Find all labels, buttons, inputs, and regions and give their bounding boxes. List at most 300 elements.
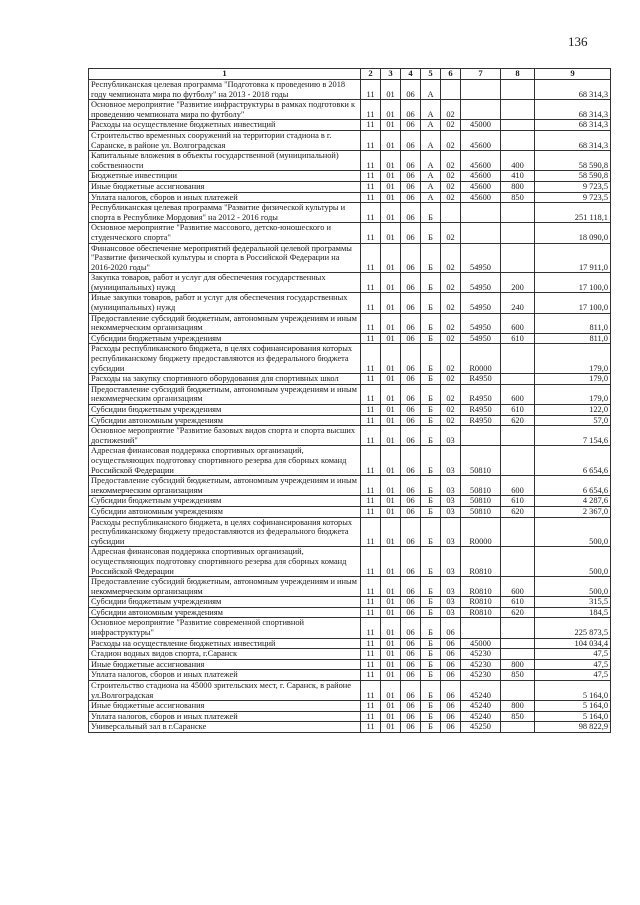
- cell-code-2: 11: [361, 659, 381, 670]
- cell-code-7: 45600: [461, 192, 501, 203]
- cell-code-3: 01: [381, 203, 401, 223]
- cell-code-7: 50810: [461, 506, 501, 517]
- cell-code-5: А: [421, 100, 441, 120]
- table-row: [89, 333, 611, 344]
- cell-code-4: 06: [401, 100, 421, 120]
- cell-code-4: 06: [401, 649, 421, 660]
- cell-code-4: 06: [401, 293, 421, 313]
- cell-code-5: Б: [421, 384, 441, 404]
- row-description: Строительство временных сооружений на территории стадиона в г. Саранске, в районе ул. Волгоградская: [89, 130, 361, 150]
- cell-code-4: 06: [401, 547, 421, 577]
- cell-code-4: 06: [401, 243, 421, 273]
- cell-code-2: 11: [361, 243, 381, 273]
- table-row: [89, 597, 611, 608]
- cell-code-2: 11: [361, 597, 381, 608]
- row-description: Стадион водных видов спорта, г.Саранск: [89, 649, 361, 660]
- cell-code-8: 240: [501, 293, 535, 313]
- cell-code-8: 200: [501, 273, 535, 293]
- cell-code-6: 02: [441, 374, 461, 385]
- cell-code-5: Б: [421, 415, 441, 426]
- row-description: Субсидии бюджетным учреждениям: [89, 333, 361, 344]
- cell-code-5: А: [421, 151, 441, 171]
- cell-code-3: 01: [381, 415, 401, 426]
- row-description: Уплата налогов, сборов и иных платежей: [89, 192, 361, 203]
- table-row: [89, 293, 611, 313]
- cell-code-6: 06: [441, 711, 461, 722]
- cell-code-4: 06: [401, 607, 421, 618]
- cell-code-3: 01: [381, 517, 401, 547]
- page-number: 136: [568, 34, 588, 49]
- cell-amount: 5 164,0: [535, 681, 611, 701]
- cell-code-3: 01: [381, 374, 401, 385]
- cell-code-2: 11: [361, 415, 381, 426]
- table-row: [89, 496, 611, 507]
- cell-code-5: Б: [421, 426, 441, 446]
- cell-amount: 17 100,0: [535, 293, 611, 313]
- cell-code-8: 610: [501, 496, 535, 507]
- table-row: [89, 415, 611, 426]
- row-description: Расходы республиканского бюджета, в целях софинансирования которых республиканскому бюджету предоставляются из федерального бюджета субсидии: [89, 344, 361, 374]
- cell-code-2: 11: [361, 151, 381, 171]
- cell-code-8: 620: [501, 607, 535, 618]
- cell-code-8: [501, 120, 535, 131]
- cell-code-6: 03: [441, 607, 461, 618]
- cell-code-4: 06: [401, 223, 421, 243]
- cell-code-4: 06: [401, 701, 421, 712]
- cell-amount: 9 723,5: [535, 181, 611, 192]
- cell-code-5: Б: [421, 597, 441, 608]
- cell-code-5: А: [421, 120, 441, 131]
- cell-code-6: 02: [441, 333, 461, 344]
- table-row: [89, 701, 611, 712]
- cell-code-4: 06: [401, 203, 421, 223]
- cell-code-8: 850: [501, 711, 535, 722]
- cell-code-7: 45230: [461, 670, 501, 681]
- cell-code-8: 600: [501, 476, 535, 496]
- cell-code-6: 03: [441, 426, 461, 446]
- cell-code-4: 06: [401, 506, 421, 517]
- cell-code-6: 02: [441, 223, 461, 243]
- cell-amount: 68 314,3: [535, 120, 611, 131]
- cell-code-2: 11: [361, 130, 381, 150]
- col-header: 4: [401, 69, 421, 80]
- cell-code-7: 45000: [461, 638, 501, 649]
- cell-code-8: 800: [501, 659, 535, 670]
- row-description: Иные закупки товаров, работ и услуг для обеспечения государственных (муниципальных) нужд: [89, 293, 361, 313]
- cell-code-2: 11: [361, 374, 381, 385]
- cell-code-4: 06: [401, 517, 421, 547]
- cell-code-4: 06: [401, 384, 421, 404]
- cell-code-8: 620: [501, 506, 535, 517]
- cell-code-6: 06: [441, 659, 461, 670]
- cell-code-5: Б: [421, 649, 441, 660]
- cell-code-3: 01: [381, 607, 401, 618]
- cell-code-7: [461, 223, 501, 243]
- cell-amount: 179,0: [535, 384, 611, 404]
- row-description: Субсидии автономным учреждениям: [89, 506, 361, 517]
- cell-code-7: R4950: [461, 415, 501, 426]
- table-row: [89, 344, 611, 374]
- cell-amount: 58 590,8: [535, 151, 611, 171]
- cell-code-5: Б: [421, 670, 441, 681]
- cell-code-2: 11: [361, 618, 381, 638]
- cell-code-6: 03: [441, 547, 461, 577]
- cell-code-8: [501, 203, 535, 223]
- cell-amount: 179,0: [535, 344, 611, 374]
- cell-code-3: 01: [381, 506, 401, 517]
- cell-code-7: 54950: [461, 243, 501, 273]
- cell-code-2: 11: [361, 181, 381, 192]
- cell-code-8: 410: [501, 171, 535, 182]
- cell-code-2: 11: [361, 496, 381, 507]
- cell-code-5: Б: [421, 722, 441, 733]
- cell-code-2: 11: [361, 344, 381, 374]
- table-row: [89, 151, 611, 171]
- cell-code-8: 600: [501, 384, 535, 404]
- cell-amount: 5 164,0: [535, 711, 611, 722]
- budget-table: [88, 68, 611, 733]
- cell-amount: 251 118,1: [535, 203, 611, 223]
- row-description: Субсидии бюджетным учреждениям: [89, 405, 361, 416]
- table-row: [89, 203, 611, 223]
- header-row: [89, 69, 611, 80]
- table-row: [89, 607, 611, 618]
- cell-code-3: 01: [381, 701, 401, 712]
- row-description: Расходы на осуществление бюджетных инвестиций: [89, 638, 361, 649]
- row-description: Субсидии автономным учреждениям: [89, 607, 361, 618]
- cell-code-7: 50810: [461, 476, 501, 496]
- cell-code-3: 01: [381, 577, 401, 597]
- cell-code-2: 11: [361, 426, 381, 446]
- cell-code-4: 06: [401, 151, 421, 171]
- cell-code-5: Б: [421, 607, 441, 618]
- cell-code-8: [501, 100, 535, 120]
- cell-code-8: [501, 722, 535, 733]
- row-description: Адресная финансовая поддержка спортивных организаций, осуществляющих подготовку спортивного резерва для сборных команд Российской Федерации: [89, 446, 361, 476]
- cell-code-4: 06: [401, 344, 421, 374]
- cell-code-2: 11: [361, 681, 381, 701]
- cell-code-8: [501, 344, 535, 374]
- table-row: [89, 223, 611, 243]
- cell-code-8: [501, 681, 535, 701]
- cell-amount: 500,0: [535, 517, 611, 547]
- cell-code-5: Б: [421, 273, 441, 293]
- row-description: Предоставление субсидий бюджетным, автономным учреждениям и иным некоммерческим организациям: [89, 384, 361, 404]
- cell-code-8: 850: [501, 670, 535, 681]
- cell-amount: 47,5: [535, 670, 611, 681]
- cell-amount: 18 090,0: [535, 223, 611, 243]
- cell-code-5: Б: [421, 313, 441, 333]
- cell-code-6: 02: [441, 344, 461, 374]
- cell-amount: 2 367,0: [535, 506, 611, 517]
- cell-code-6: 02: [441, 181, 461, 192]
- cell-code-8: [501, 80, 535, 100]
- cell-code-3: 01: [381, 649, 401, 660]
- cell-code-4: 06: [401, 722, 421, 733]
- cell-code-8: [501, 374, 535, 385]
- table-row: [89, 405, 611, 416]
- table-row: [89, 517, 611, 547]
- cell-code-6: 02: [441, 192, 461, 203]
- row-description: Предоставление субсидий бюджетным, автономным учреждениям и иным некоммерческим организациям: [89, 476, 361, 496]
- col-header: 6: [441, 69, 461, 80]
- cell-code-5: Б: [421, 405, 441, 416]
- cell-code-8: [501, 426, 535, 446]
- cell-code-3: 01: [381, 344, 401, 374]
- cell-code-5: Б: [421, 374, 441, 385]
- cell-code-2: 11: [361, 333, 381, 344]
- cell-code-2: 11: [361, 476, 381, 496]
- cell-code-8: [501, 547, 535, 577]
- row-description: Бюджетные инвестиции: [89, 171, 361, 182]
- cell-code-6: 03: [441, 446, 461, 476]
- cell-code-6: 02: [441, 243, 461, 273]
- table-row: [89, 80, 611, 100]
- cell-amount: 179,0: [535, 374, 611, 385]
- cell-code-6: 06: [441, 670, 461, 681]
- cell-code-2: 11: [361, 80, 381, 100]
- table-row: [89, 181, 611, 192]
- row-description: Субсидии бюджетным учреждениям: [89, 496, 361, 507]
- cell-code-4: 06: [401, 374, 421, 385]
- cell-code-7: 45230: [461, 649, 501, 660]
- table-row: [89, 192, 611, 203]
- cell-amount: 184,5: [535, 607, 611, 618]
- cell-code-4: 06: [401, 130, 421, 150]
- table-row: [89, 577, 611, 597]
- cell-code-6: 02: [441, 100, 461, 120]
- table-body: [89, 80, 611, 733]
- cell-code-7: 45240: [461, 681, 501, 701]
- cell-code-2: 11: [361, 649, 381, 660]
- cell-amount: 98 822,9: [535, 722, 611, 733]
- cell-code-7: [461, 100, 501, 120]
- cell-code-3: 01: [381, 223, 401, 243]
- cell-code-6: 02: [441, 120, 461, 131]
- col-header: 9: [535, 69, 611, 80]
- cell-code-6: 02: [441, 313, 461, 333]
- table-row: [89, 446, 611, 476]
- cell-code-7: 54950: [461, 273, 501, 293]
- cell-code-5: Б: [421, 496, 441, 507]
- cell-amount: 104 034,4: [535, 638, 611, 649]
- cell-amount: 9 723,5: [535, 192, 611, 203]
- table-row: [89, 506, 611, 517]
- cell-code-8: [501, 130, 535, 150]
- cell-code-8: [501, 649, 535, 660]
- cell-code-3: 01: [381, 670, 401, 681]
- table-row: [89, 313, 611, 333]
- cell-code-5: Б: [421, 506, 441, 517]
- cell-code-3: 01: [381, 426, 401, 446]
- row-description: Основное мероприятие "Развитие массового, детско-юношеского и студенческого спорта": [89, 223, 361, 243]
- cell-code-7: 50810: [461, 496, 501, 507]
- cell-amount: 6 654,6: [535, 476, 611, 496]
- cell-code-6: [441, 203, 461, 223]
- cell-code-3: 01: [381, 100, 401, 120]
- table-row: [89, 130, 611, 150]
- cell-code-4: 06: [401, 415, 421, 426]
- cell-code-4: 06: [401, 618, 421, 638]
- table-row: [89, 659, 611, 670]
- cell-code-6: 06: [441, 701, 461, 712]
- cell-code-7: [461, 80, 501, 100]
- cell-code-4: 06: [401, 181, 421, 192]
- row-description: Строительство стадиона на 45000 зрительских мест, г. Саранск, в районе ул.Волгоградская: [89, 681, 361, 701]
- cell-code-5: Б: [421, 476, 441, 496]
- row-description: Уплата налогов, сборов и иных платежей: [89, 711, 361, 722]
- cell-code-7: 45600: [461, 151, 501, 171]
- cell-code-3: 01: [381, 405, 401, 416]
- row-description: Расходы на закупку спортивного оборудования для спортивных школ: [89, 374, 361, 385]
- cell-code-4: 06: [401, 192, 421, 203]
- row-description: Предоставление субсидий бюджетным, автономным учреждениям и иным некоммерческим организациям: [89, 577, 361, 597]
- row-description: Республиканская целевая программа "Подготовка к проведению в 2018 году чемпионата мира по футболу" на 2013 - 2018 годы: [89, 80, 361, 100]
- cell-amount: 4 287,6: [535, 496, 611, 507]
- cell-code-5: А: [421, 171, 441, 182]
- cell-amount: 122,0: [535, 405, 611, 416]
- cell-code-2: 11: [361, 517, 381, 547]
- cell-code-6: 06: [441, 722, 461, 733]
- cell-code-5: Б: [421, 223, 441, 243]
- cell-code-7: R0810: [461, 607, 501, 618]
- cell-amount: 811,0: [535, 313, 611, 333]
- cell-code-3: 01: [381, 120, 401, 131]
- cell-code-7: [461, 426, 501, 446]
- table-row: [89, 100, 611, 120]
- cell-code-6: 06: [441, 638, 461, 649]
- table-row: [89, 681, 611, 701]
- cell-code-3: 01: [381, 476, 401, 496]
- col-header: 2: [361, 69, 381, 80]
- table-row: [89, 670, 611, 681]
- row-description: Адресная финансовая поддержка спортивных организаций, осуществляющих подготовку спортивного резерва для сборных команд Российской Федерации: [89, 547, 361, 577]
- cell-code-2: 11: [361, 722, 381, 733]
- cell-code-2: 11: [361, 313, 381, 333]
- cell-amount: 225 873,5: [535, 618, 611, 638]
- cell-code-2: 11: [361, 120, 381, 131]
- cell-code-7: 54950: [461, 293, 501, 313]
- cell-code-5: Б: [421, 577, 441, 597]
- cell-code-7: R4950: [461, 405, 501, 416]
- cell-amount: 5 164,0: [535, 701, 611, 712]
- cell-code-2: 11: [361, 293, 381, 313]
- cell-code-4: 06: [401, 476, 421, 496]
- row-description: Универсальный зал в г.Саранске: [89, 722, 361, 733]
- cell-code-8: [501, 223, 535, 243]
- cell-code-8: [501, 638, 535, 649]
- cell-code-8: 600: [501, 313, 535, 333]
- table-row: [89, 426, 611, 446]
- cell-code-4: 06: [401, 120, 421, 131]
- cell-code-3: 01: [381, 496, 401, 507]
- col-header: 5: [421, 69, 441, 80]
- cell-code-4: 06: [401, 670, 421, 681]
- cell-code-8: 850: [501, 192, 535, 203]
- cell-code-2: 11: [361, 192, 381, 203]
- row-description: Иные бюджетные ассигнования: [89, 181, 361, 192]
- cell-code-5: Б: [421, 203, 441, 223]
- cell-code-8: 610: [501, 333, 535, 344]
- cell-code-7: 45600: [461, 130, 501, 150]
- cell-code-7: 45240: [461, 711, 501, 722]
- row-description: Иные бюджетные ассигнования: [89, 659, 361, 670]
- cell-code-2: 11: [361, 577, 381, 597]
- cell-amount: 7 154,6: [535, 426, 611, 446]
- cell-code-8: 620: [501, 415, 535, 426]
- cell-code-6: 02: [441, 130, 461, 150]
- cell-code-8: 800: [501, 701, 535, 712]
- cell-code-3: 01: [381, 333, 401, 344]
- cell-amount: 57,0: [535, 415, 611, 426]
- cell-code-3: 01: [381, 547, 401, 577]
- cell-code-5: Б: [421, 547, 441, 577]
- cell-code-2: 11: [361, 203, 381, 223]
- table-row: [89, 711, 611, 722]
- cell-code-6: 02: [441, 384, 461, 404]
- cell-code-8: 800: [501, 181, 535, 192]
- cell-code-2: 11: [361, 607, 381, 618]
- cell-code-4: 06: [401, 659, 421, 670]
- row-description: Предоставление субсидий бюджетным, автономным учреждениям и иным некоммерческим организациям: [89, 313, 361, 333]
- cell-code-8: 400: [501, 151, 535, 171]
- cell-amount: 6 654,6: [535, 446, 611, 476]
- cell-code-7: 54950: [461, 313, 501, 333]
- cell-code-4: 06: [401, 273, 421, 293]
- cell-code-2: 11: [361, 711, 381, 722]
- cell-code-3: 01: [381, 681, 401, 701]
- cell-code-2: 11: [361, 223, 381, 243]
- cell-code-2: 11: [361, 506, 381, 517]
- cell-code-6: 03: [441, 517, 461, 547]
- cell-code-3: 01: [381, 293, 401, 313]
- cell-code-2: 11: [361, 405, 381, 416]
- cell-code-6: 02: [441, 273, 461, 293]
- table-row: [89, 273, 611, 293]
- cell-code-4: 06: [401, 446, 421, 476]
- cell-code-4: 06: [401, 171, 421, 182]
- table-row: [89, 547, 611, 577]
- cell-code-2: 11: [361, 446, 381, 476]
- cell-amount: 17 100,0: [535, 273, 611, 293]
- cell-code-7: 45000: [461, 120, 501, 131]
- cell-code-8: [501, 243, 535, 273]
- cell-code-8: [501, 517, 535, 547]
- cell-amount: 500,0: [535, 547, 611, 577]
- cell-code-6: [441, 80, 461, 100]
- cell-code-4: 06: [401, 496, 421, 507]
- cell-code-4: 06: [401, 80, 421, 100]
- cell-code-4: 06: [401, 333, 421, 344]
- cell-code-7: 50810: [461, 446, 501, 476]
- col-header: 1: [89, 69, 361, 80]
- cell-code-8: 600: [501, 577, 535, 597]
- cell-code-2: 11: [361, 701, 381, 712]
- cell-code-7: 45240: [461, 701, 501, 712]
- cell-code-3: 01: [381, 181, 401, 192]
- cell-code-8: 610: [501, 405, 535, 416]
- cell-code-6: 06: [441, 681, 461, 701]
- cell-code-7: R0000: [461, 344, 501, 374]
- cell-code-6: 03: [441, 496, 461, 507]
- cell-code-7: 45250: [461, 722, 501, 733]
- cell-code-7: 45230: [461, 659, 501, 670]
- cell-code-3: 01: [381, 151, 401, 171]
- cell-code-7: 54950: [461, 333, 501, 344]
- cell-code-4: 06: [401, 577, 421, 597]
- table-row: [89, 171, 611, 182]
- row-description: Иные бюджетные ассигнования: [89, 701, 361, 712]
